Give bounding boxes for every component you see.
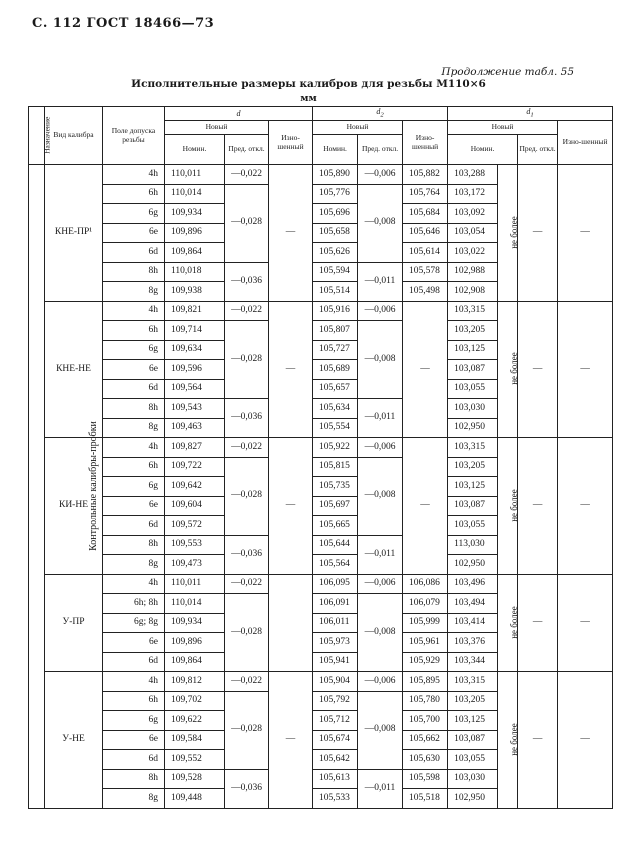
d2-worn-cell: 105,764	[403, 184, 448, 204]
d2-deviation-cell: —0,011	[358, 769, 403, 808]
d1-nominal-cell: 103,205	[448, 457, 498, 477]
tolerance-field-cell: 8h	[103, 769, 165, 789]
header-d1-worn: Изно-шенный	[558, 121, 613, 165]
d-deviation-cell: —0,028	[225, 457, 269, 535]
d-nominal-cell: 110,011	[165, 574, 225, 594]
d2-nominal-cell: 105,613	[313, 769, 358, 789]
header-d-dev: Пред. откл.	[225, 135, 269, 165]
d-nominal-cell: 110,014	[165, 184, 225, 204]
d-nominal-cell: 109,596	[165, 360, 225, 380]
d1-nominal-cell: 103,055	[448, 379, 498, 399]
d2-nominal-cell: 105,594	[313, 262, 358, 282]
tolerance-field-cell: 4h	[103, 165, 165, 185]
d2-nominal-cell: 106,095	[313, 574, 358, 594]
tolerance-field-cell: 6e	[103, 360, 165, 380]
d2-nominal-cell: 105,554	[313, 418, 358, 438]
tolerance-field-cell: 6d	[103, 652, 165, 672]
d-nominal-cell: 109,463	[165, 418, 225, 438]
d-deviation-cell: —0,022	[225, 165, 269, 185]
tolerance-field-cell: 6h	[103, 321, 165, 341]
d2-worn-cell: 105,895	[403, 672, 448, 692]
d-nominal-cell: 109,634	[165, 340, 225, 360]
table-row	[29, 672, 613, 692]
d2-nominal-cell: 106,011	[313, 613, 358, 633]
d1-worn-cell: —	[558, 301, 613, 438]
d-deviation-cell: —0,036	[225, 769, 269, 808]
d1-nominal-cell: 103,055	[448, 516, 498, 536]
d1-nominal-cell: 102,950	[448, 555, 498, 575]
d2-worn-cell: 105,630	[403, 750, 448, 770]
d1-nominal-cell: 103,494	[448, 594, 498, 614]
d2-nominal-cell: 105,514	[313, 282, 358, 302]
d2-deviation-cell: —0,006	[358, 574, 403, 594]
d2-worn-cell: 105,518	[403, 789, 448, 809]
d-nominal-cell: 109,642	[165, 477, 225, 497]
gauge-type-cell: КНЕ-ПР¹	[45, 165, 103, 302]
unit-label: мм	[300, 93, 317, 104]
tolerance-field-cell: 4h	[103, 574, 165, 594]
d2-worn-cell: 105,929	[403, 652, 448, 672]
d-nominal-cell: 109,827	[165, 438, 225, 458]
d1-nominal-cell: 102,950	[448, 789, 498, 809]
d-nominal-cell: 110,014	[165, 594, 225, 614]
tolerance-field-cell: 6h	[103, 691, 165, 711]
header-d-new: Новый	[165, 121, 269, 135]
d1-nominal-cell: 103,205	[448, 691, 498, 711]
d1-note-cell	[498, 574, 518, 672]
d2-worn-cell: 105,882	[403, 165, 448, 185]
tolerance-field-cell: 4h	[103, 301, 165, 321]
d-nominal-cell: 109,543	[165, 399, 225, 419]
d2-nominal-cell: 105,697	[313, 496, 358, 516]
d2-deviation-cell: —0,008	[358, 184, 403, 262]
tolerance-field-cell: 6d	[103, 750, 165, 770]
d2-nominal-cell: 105,904	[313, 672, 358, 692]
d-worn-cell: —	[269, 438, 313, 575]
header-d1-nominal: Номин.	[448, 135, 518, 165]
d1-nominal-cell: 103,125	[448, 340, 498, 360]
d-worn-cell: —	[269, 165, 313, 302]
tolerance-field-cell: 6e	[103, 633, 165, 653]
d2-nominal-cell: 105,916	[313, 301, 358, 321]
continuation-label: Продолжение табл. 55	[441, 66, 574, 78]
d1-deviation-cell: —	[518, 672, 558, 809]
header-d1: $d_1$	[448, 107, 613, 121]
header-d2-dev: Пред. откл.	[358, 135, 403, 165]
d2-deviation-cell: —0,008	[358, 457, 403, 535]
tolerance-field-cell: 6d	[103, 243, 165, 263]
tolerance-field-cell: 6g	[103, 477, 165, 497]
table-row	[29, 165, 613, 185]
d-nominal-cell: 109,938	[165, 282, 225, 302]
d2-nominal-cell: 105,564	[313, 555, 358, 575]
d2-nominal-cell: 105,658	[313, 223, 358, 243]
d1-note-label: не более	[508, 605, 519, 639]
d2-worn-cell: 105,662	[403, 730, 448, 750]
d1-deviation-cell: —	[518, 574, 558, 672]
d1-nominal-cell: 113,030	[448, 535, 498, 555]
tolerance-field-cell: 6e	[103, 223, 165, 243]
d1-nominal-cell: 103,414	[448, 613, 498, 633]
tolerance-field-cell: 8g	[103, 282, 165, 302]
d2-deviation-cell: —0,008	[358, 321, 403, 399]
d-nominal-cell: 109,896	[165, 633, 225, 653]
d2-nominal-cell: 105,890	[313, 165, 358, 185]
d1-nominal-cell: 103,205	[448, 321, 498, 341]
d2-nominal-cell: 105,644	[313, 535, 358, 555]
d-nominal-cell: 109,604	[165, 496, 225, 516]
tolerance-field-cell: 8h	[103, 535, 165, 555]
d-nominal-cell: 109,896	[165, 223, 225, 243]
d-deviation-cell: —0,028	[225, 321, 269, 399]
d-nominal-cell: 109,864	[165, 243, 225, 263]
header-gauge-type: Вид калибра	[45, 107, 103, 165]
tolerance-field-cell: 6d	[103, 379, 165, 399]
d1-nominal-cell: 103,315	[448, 301, 498, 321]
d1-note-label: не более	[508, 722, 519, 756]
d2-deviation-cell: —0,008	[358, 594, 403, 672]
d-deviation-cell: —0,028	[225, 691, 269, 769]
d2-worn-cell: —	[403, 438, 448, 575]
d1-note-cell	[498, 438, 518, 575]
d1-worn-cell: —	[558, 574, 613, 672]
d1-note-label: не более	[508, 352, 519, 385]
d-worn-cell	[269, 574, 313, 672]
gauge-type-cell: КНЕ-НЕ	[45, 301, 103, 438]
d2-nominal-cell: 105,727	[313, 340, 358, 360]
d-nominal-cell: 109,821	[165, 301, 225, 321]
d-nominal-cell: 109,934	[165, 613, 225, 633]
d2-nominal-cell: 105,657	[313, 379, 358, 399]
header-tolerance-field: Поле допуска резьбы	[103, 107, 165, 165]
gauge-type-cell: КИ-НЕ	[45, 438, 103, 575]
table-title: Исполнительные размеры калибров для резьбы М110×6	[131, 78, 486, 90]
d-nominal-cell: 110,011	[165, 165, 225, 185]
d2-nominal-cell: 105,533	[313, 789, 358, 809]
d1-nominal-cell: 103,496	[448, 574, 498, 594]
d2-nominal-cell: 105,792	[313, 691, 358, 711]
tolerance-field-cell: 8h	[103, 262, 165, 282]
d2-worn-cell: 105,614	[403, 243, 448, 263]
d1-note-label: не более	[508, 488, 519, 522]
d-nominal-cell: 109,864	[165, 652, 225, 672]
table-row	[29, 301, 613, 321]
tolerance-field-cell: 6h	[103, 184, 165, 204]
d1-nominal-cell: 103,315	[448, 438, 498, 458]
tolerance-field-cell: 6h	[103, 457, 165, 477]
d2-deviation-cell: —0,011	[358, 262, 403, 301]
d-nominal-cell: 109,702	[165, 691, 225, 711]
d2-worn-cell: 105,700	[403, 711, 448, 731]
d2-worn-cell: 106,079	[403, 594, 448, 614]
table-row	[29, 438, 613, 458]
page-header: С. 112 ГОСТ 18466—73	[32, 16, 215, 31]
header-d1-dev: Пред. откл.	[518, 135, 558, 165]
tolerance-field-cell: 4h	[103, 672, 165, 692]
group-label: Контрольные калибры-пробки	[87, 421, 99, 551]
d2-deviation-cell: —0,011	[358, 399, 403, 438]
tolerance-field-cell: 8h	[103, 399, 165, 419]
tolerance-field-cell: 6d	[103, 516, 165, 536]
d-nominal-cell: 110,018	[165, 262, 225, 282]
d-nominal-cell: 109,553	[165, 535, 225, 555]
d-deviation-cell: —0,036	[225, 399, 269, 438]
d-nominal-cell: 109,564	[165, 379, 225, 399]
d2-deviation-cell: —0,006	[358, 672, 403, 692]
d1-nominal-cell: 103,087	[448, 496, 498, 516]
d2-worn-cell: —	[403, 301, 448, 438]
d2-worn-cell: 105,961	[403, 633, 448, 653]
d-worn-cell: —	[269, 672, 313, 809]
d1-note-label: не более	[508, 215, 519, 249]
header-d2: $d_2$	[313, 107, 448, 121]
d1-note-cell	[498, 672, 518, 809]
d-nominal-cell: 109,584	[165, 730, 225, 750]
d-deviation-cell: —0,022	[225, 672, 269, 692]
d2-worn-cell: 105,780	[403, 691, 448, 711]
d1-nominal-cell: 103,054	[448, 223, 498, 243]
d1-nominal-cell: 103,315	[448, 672, 498, 692]
d2-nominal-cell: 105,735	[313, 477, 358, 497]
tolerance-field-cell: 6e	[103, 730, 165, 750]
d1-nominal-cell: 103,092	[448, 204, 498, 224]
d1-nominal-cell: 102,988	[448, 262, 498, 282]
d2-deviation-cell: —0,008	[358, 691, 403, 769]
d2-nominal-cell: 105,665	[313, 516, 358, 536]
d-deviation-cell: —0,022	[225, 574, 269, 594]
d1-nominal-cell: 103,376	[448, 633, 498, 653]
d1-nominal-cell: 103,022	[448, 243, 498, 263]
tolerance-field-cell: 8g	[103, 789, 165, 809]
d2-worn-cell: 105,578	[403, 262, 448, 282]
d2-nominal-cell: 105,973	[313, 633, 358, 653]
tolerance-field-cell: 6e	[103, 496, 165, 516]
header-d2-worn: Изно-шенный	[403, 121, 448, 165]
d1-deviation-cell: —	[518, 438, 558, 575]
d2-nominal-cell: 105,696	[313, 204, 358, 224]
d2-nominal-cell: 105,674	[313, 730, 358, 750]
d1-deviation-cell: —	[518, 165, 558, 302]
header-d: d	[165, 107, 313, 121]
d1-nominal-cell: 103,288	[448, 165, 498, 185]
d1-deviation-cell: —	[518, 301, 558, 438]
tolerance-field-cell: 8g	[103, 555, 165, 575]
d2-worn-cell: 105,646	[403, 223, 448, 243]
header-d-worn: Изно-шенный	[269, 121, 313, 165]
d1-worn-cell: —	[558, 438, 613, 575]
gauge-type-cell: У-НЕ	[45, 672, 103, 809]
d-deviation-cell: —0,028	[225, 594, 269, 672]
d2-worn-cell: 105,999	[403, 613, 448, 633]
d-worn-cell: —	[269, 301, 313, 438]
d-nominal-cell: 109,572	[165, 516, 225, 536]
d2-nominal-cell: 105,626	[313, 243, 358, 263]
tolerance-field-cell: 6g	[103, 204, 165, 224]
d-nominal-cell: 109,552	[165, 750, 225, 770]
d-deviation-cell: —0,028	[225, 184, 269, 262]
d1-worn-cell: —	[558, 165, 613, 302]
d1-nominal-cell: 103,087	[448, 360, 498, 380]
d1-nominal-cell: 103,087	[448, 730, 498, 750]
d2-worn-cell: 106,086	[403, 574, 448, 594]
d1-nominal-cell: 103,125	[448, 477, 498, 497]
d-nominal-cell: 109,714	[165, 321, 225, 341]
tolerance-field-cell: 4h	[103, 438, 165, 458]
d2-nominal-cell: 105,712	[313, 711, 358, 731]
d-deviation-cell: —0,022	[225, 438, 269, 458]
header-d2-new: Новый	[313, 121, 403, 135]
gauge-dimensions-table	[28, 106, 613, 809]
tolerance-field-cell: 6g	[103, 340, 165, 360]
d1-nominal-cell: 103,030	[448, 399, 498, 419]
tolerance-field-cell: 8g	[103, 418, 165, 438]
tolerance-field-cell: 6h; 8h	[103, 594, 165, 614]
d1-note-cell	[498, 165, 518, 302]
d2-nominal-cell: 105,922	[313, 438, 358, 458]
d1-nominal-cell: 103,172	[448, 184, 498, 204]
header-purpose: Назначение	[29, 107, 45, 165]
d-deviation-cell: —0,036	[225, 535, 269, 574]
d-nominal-cell: 109,528	[165, 769, 225, 789]
d2-deviation-cell: —0,006	[358, 301, 403, 321]
d1-worn-cell: —	[558, 672, 613, 809]
d-deviation-cell: —0,036	[225, 262, 269, 301]
d1-nominal-cell: 103,030	[448, 769, 498, 789]
d2-deviation-cell: —0,006	[358, 438, 403, 458]
d1-note-cell	[498, 301, 518, 438]
d-nominal-cell: 109,722	[165, 457, 225, 477]
d2-nominal-cell: 105,776	[313, 184, 358, 204]
d-nominal-cell: 109,622	[165, 711, 225, 731]
tolerance-field-cell: 6g; 8g	[103, 613, 165, 633]
d1-nominal-cell: 102,950	[448, 418, 498, 438]
table-row	[29, 574, 613, 594]
d2-nominal-cell: 105,807	[313, 321, 358, 341]
d2-nominal-cell: 105,634	[313, 399, 358, 419]
d1-nominal-cell: 102,908	[448, 282, 498, 302]
d2-nominal-cell: 105,941	[313, 652, 358, 672]
d-nominal-cell: 109,473	[165, 555, 225, 575]
d2-worn-cell: 105,684	[403, 204, 448, 224]
header-d2-nominal: Номин.	[313, 135, 358, 165]
d2-deviation-cell: —0,006	[358, 165, 403, 185]
d2-nominal-cell: 105,689	[313, 360, 358, 380]
gauge-type-cell: У-ПР	[45, 574, 103, 672]
d2-nominal-cell: 105,642	[313, 750, 358, 770]
d-nominal-cell: 109,448	[165, 789, 225, 809]
d2-worn-cell: 105,498	[403, 282, 448, 302]
d2-nominal-cell: 105,815	[313, 457, 358, 477]
d-deviation-cell: —0,022	[225, 301, 269, 321]
d1-nominal-cell: 103,344	[448, 652, 498, 672]
d-nominal-cell: 109,812	[165, 672, 225, 692]
tolerance-field-cell: 6g	[103, 711, 165, 731]
d2-nominal-cell: 106,091	[313, 594, 358, 614]
d1-nominal-cell: 103,055	[448, 750, 498, 770]
d1-nominal-cell: 103,125	[448, 711, 498, 731]
d2-worn-cell: 105,598	[403, 769, 448, 789]
table-body	[29, 165, 613, 809]
d-nominal-cell: 109,934	[165, 204, 225, 224]
d2-deviation-cell: —0,011	[358, 535, 403, 574]
header-d-nominal: Номин.	[165, 135, 225, 165]
header-d1-new: Новый	[448, 121, 558, 135]
